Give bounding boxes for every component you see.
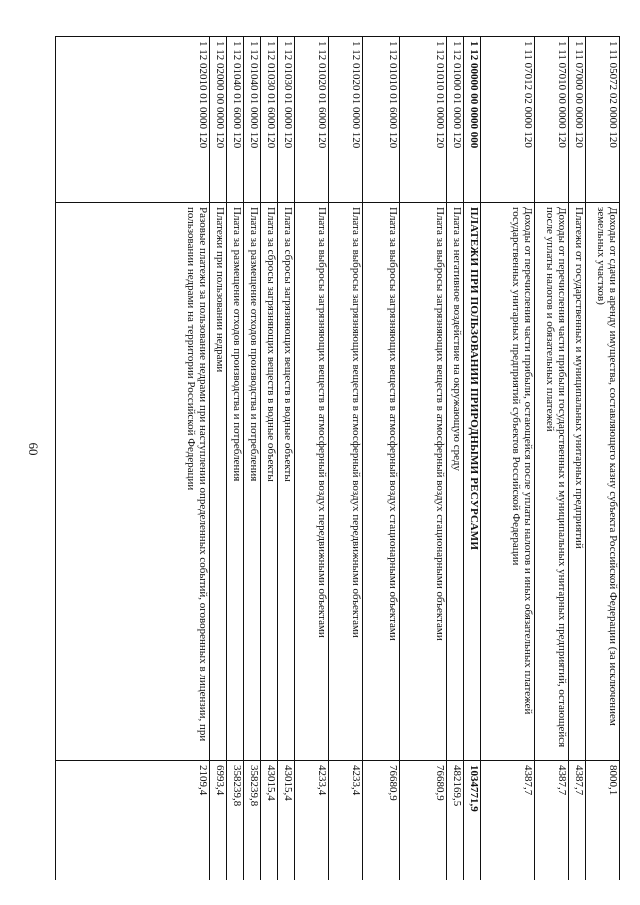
amount-cell: 482169,5 <box>447 761 464 881</box>
budget-code-cell: 1 12 02000 00 0000 120 <box>210 37 227 203</box>
revenue-name-cell: Платежи от государственных и муниципальных унитарных предприятий <box>569 203 586 761</box>
table-row <box>227 37 244 881</box>
table-row <box>535 37 569 881</box>
revenue-name-cell: Плата за негативное воздействие на окружающую среду <box>447 203 464 761</box>
table-row <box>586 37 620 881</box>
amount-cell: 4387,7 <box>481 761 535 881</box>
budget-code-cell: 1 12 01040 01 0000 120 <box>244 37 261 203</box>
table-row <box>329 37 363 881</box>
revenue-name-cell: Плата за выбросы загрязняющих веществ в атмосферный воздух стационарными объектами <box>400 203 447 761</box>
revenue-name-cell: Плата за размещение отходов производства и потребления <box>227 203 244 761</box>
revenue-name-cell: Плата за размещение отходов производства и потребления <box>244 203 261 761</box>
amount-cell: 358239,8 <box>244 761 261 881</box>
budget-code-cell: 1 11 05072 02 0000 120 <box>586 37 620 203</box>
amount-cell: 6993,4 <box>210 761 227 881</box>
rotated-table-wrapper <box>55 36 620 880</box>
revenue-name-cell: Платежи при пользовании недрами <box>210 203 227 761</box>
amount-cell: 76680,9 <box>363 761 400 881</box>
amount-cell: 4387,7 <box>569 761 586 881</box>
budget-code-cell: 1 12 01030 01 0000 120 <box>278 37 295 203</box>
table-row <box>569 37 586 881</box>
revenue-name-cell: Плата за выбросы загрязняющих веществ в атмосферный воздух передвижными объектами <box>295 203 329 761</box>
budget-code-cell: 1 12 01010 01 6000 120 <box>363 37 400 203</box>
revenue-name-cell: Доходы от перечисления части прибыли, остающейся после уплаты налогов и иных обязательных платежей государственных унитарных предприятий субъектов Российской Федерации <box>481 203 535 761</box>
page-number: 60 <box>26 442 41 456</box>
budget-code-cell: 1 12 01030 01 6000 120 <box>261 37 278 203</box>
amount-cell: 76680,9 <box>400 761 447 881</box>
amount-cell: 4233,4 <box>295 761 329 881</box>
budget-code-cell: 1 12 01000 01 0000 120 <box>447 37 464 203</box>
amount-cell: 4387,7 <box>535 761 569 881</box>
amount-cell: 8000,1 <box>586 761 620 881</box>
revenue-name-cell: Плата за выбросы загрязняющих веществ в атмосферный воздух передвижными объектами <box>329 203 363 761</box>
amount-cell: 358239,8 <box>227 761 244 881</box>
table-row <box>447 37 464 881</box>
amount-cell: 43015,4 <box>278 761 295 881</box>
table-row <box>363 37 400 881</box>
budget-code-cell: 1 12 02010 01 0000 120 <box>56 37 210 203</box>
amount-cell: 2109,4 <box>56 761 210 881</box>
budget-code-cell: 1 11 07010 00 0000 120 <box>535 37 569 203</box>
table-row-section <box>464 37 481 881</box>
budget-revenue-table <box>55 36 620 880</box>
revenue-name-cell: Доходы от перечисления части прибыли государственных и муниципальных унитарных предприятий, остающейся после уплаты налогов и обязательных платежей <box>535 203 569 761</box>
revenue-name-cell: Доходы от сдачи в аренду имущества, составляющего казну субъекта Российской Федерации (за исключением земельных участков) <box>586 203 620 761</box>
revenue-name-cell: ПЛАТЕЖИ ПРИ ПОЛЬЗОВАНИИ ПРИРОДНЫМИ РЕСУРСАМИ <box>464 203 481 761</box>
amount-cell: 1034771,9 <box>464 761 481 881</box>
table-row <box>261 37 278 881</box>
revenue-name-cell: Плата за сбросы загрязняющих веществ в водные объекты <box>278 203 295 761</box>
document-sheet <box>55 36 620 880</box>
table-row <box>481 37 535 881</box>
budget-code-cell: 1 12 01020 01 0000 120 <box>329 37 363 203</box>
budget-code-cell: 1 11 07000 00 0000 120 <box>569 37 586 203</box>
table-row <box>210 37 227 881</box>
revenue-name-cell: Плата за выбросы загрязняющих веществ в атмосферный воздух стационарными объектами <box>363 203 400 761</box>
budget-code-cell: 1 12 00000 00 0000 000 <box>464 37 481 203</box>
budget-code-cell: 1 12 01040 01 6000 120 <box>227 37 244 203</box>
table-row <box>56 37 210 881</box>
budget-code-cell: 1 12 01010 01 0000 120 <box>400 37 447 203</box>
table-row <box>400 37 447 881</box>
revenue-name-cell: Плата за сбросы загрязняющих веществ в водные объекты <box>261 203 278 761</box>
budget-code-cell: 1 11 07012 02 0000 120 <box>481 37 535 203</box>
table-row <box>295 37 329 881</box>
amount-cell: 43015,4 <box>261 761 278 881</box>
table-row <box>244 37 261 881</box>
budget-code-cell: 1 12 01020 01 6000 120 <box>295 37 329 203</box>
table-row <box>278 37 295 881</box>
amount-cell: 4233,4 <box>329 761 363 881</box>
revenue-name-cell: Разовые платежи за пользование недрами при наступлении определенных событий, оговоренных в лицензии, при пользовании недрами на территории Российской Федерации <box>56 203 210 761</box>
